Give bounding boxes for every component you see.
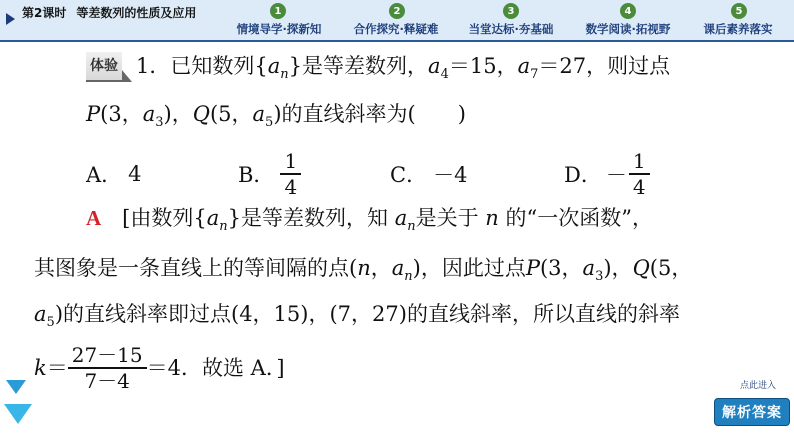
solution-line-4: k ＝ $\frac{27-15}{7-4}$ ＝4．故选 A．] (34, 343, 285, 393)
option-a[interactable]: A． 4 (86, 162, 142, 187)
nav-badge-5: 5 (731, 3, 747, 19)
slope-fraction: $\frac{27-15}{7-4}$ (68, 343, 147, 393)
option-b[interactable]: B． $\frac{1}{4}$ (238, 142, 301, 206)
button-hint: 点此进入 (739, 381, 776, 391)
nav-label-2: 合作探究·释疑难 (353, 22, 439, 36)
answer-letter: A (86, 206, 102, 230)
lesson-title: 第2课时 等差数列的性质及应用 (22, 6, 197, 20)
analysis-button-label: 解析答案 (714, 398, 790, 426)
option-c[interactable]: C． －4 (390, 163, 468, 187)
nav-badge-1: 1 (270, 3, 286, 19)
fraction: $\frac{1}{4}$ (629, 149, 650, 199)
content-area (0, 42, 794, 446)
question-tag: 体验 (86, 52, 122, 82)
option-d[interactable]: D． － $\frac{1}{4}$ (564, 142, 650, 206)
fraction: $\frac{1}{4}$ (280, 149, 301, 199)
header-bar (0, 0, 794, 42)
play-icon (6, 13, 15, 25)
nav-badge-2: 2 (389, 3, 405, 19)
nav-badge-3: 3 (503, 3, 519, 19)
decorative-triangle-icon (4, 404, 32, 424)
nav-label-1: 情境导学·探新知 (236, 22, 322, 36)
answer-options (86, 142, 706, 206)
question-line-2: P(3，$a_3$)，Q(5，$a_5$)的直线斜率为( ) (86, 102, 466, 131)
nav-label-4: 数学阅读·拓视野 (585, 22, 671, 36)
nav-label-5: 课后素养落实 (703, 22, 773, 36)
solution-line-1: A [由数列$\{a_n\}$是等差数列，知 $a_n$是关于 n 的“一次函数”， (86, 206, 653, 235)
decorative-triangle-icon (6, 380, 26, 394)
solution-line-3: $a_5$)的直线斜率即过点(4，15)，(7，27)的直线斜率，所以直线的斜率 (34, 302, 680, 331)
solution-line-2: 其图象是一条直线上的等间隔的点(n，$a_n$)，因此过点P(3，$a_3$)，Q(5， (34, 256, 693, 285)
nav-badge-4: 4 (620, 3, 636, 19)
nav-label-3: 当堂达标·夯基础 (468, 22, 554, 36)
question-line-1: 体验 1．已知数列$\{a_n\}$是等差数列，$a_4=15$，$a_7=27$，则过点 (86, 52, 670, 89)
analysis-button[interactable] (700, 378, 790, 442)
